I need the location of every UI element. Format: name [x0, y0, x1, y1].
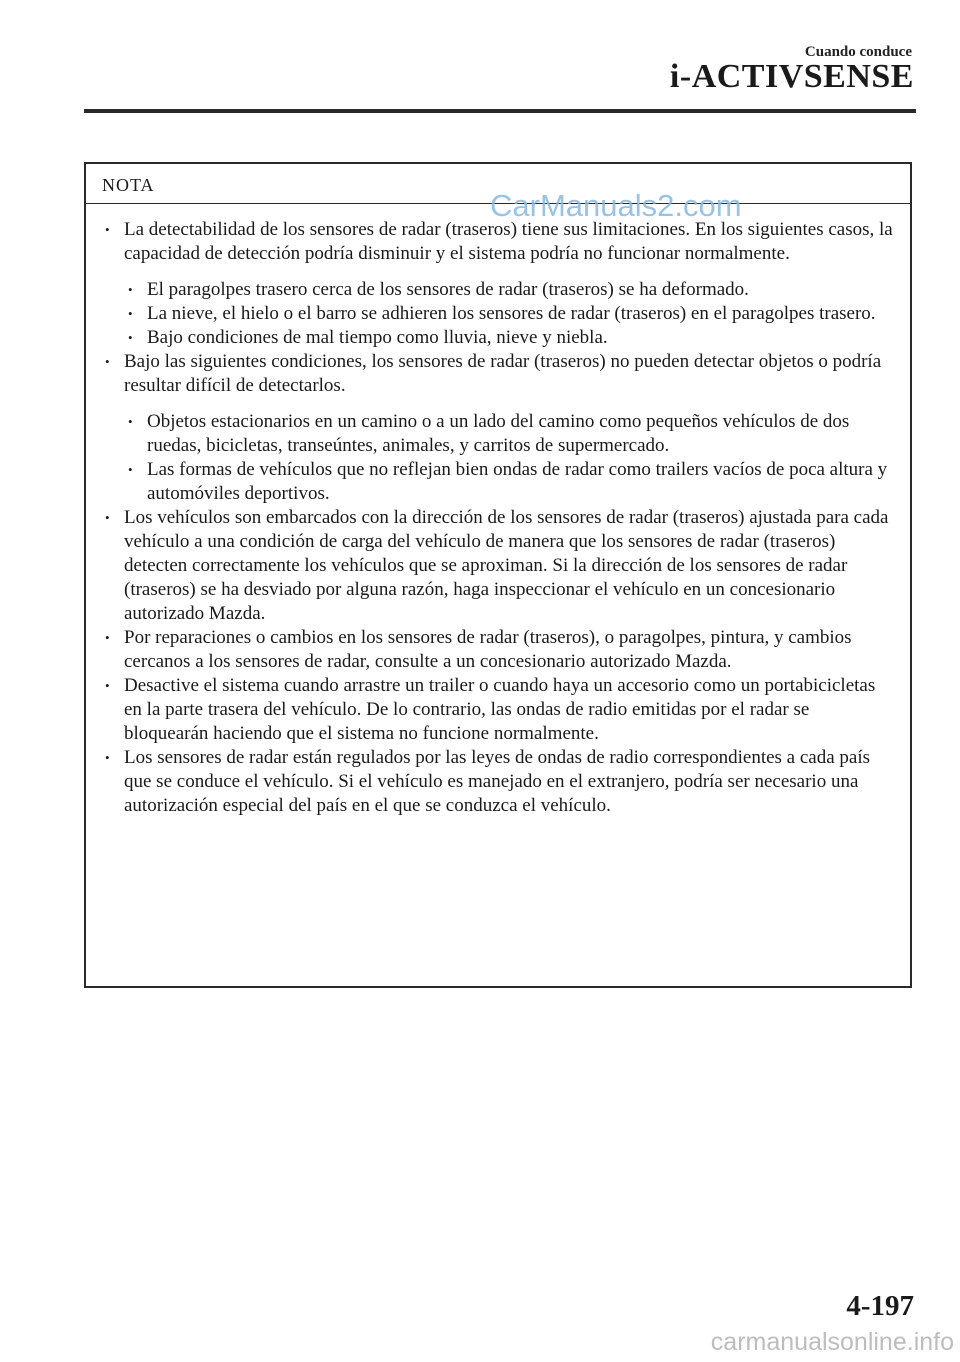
bullet-icon: • — [105, 630, 110, 645]
list-item — [102, 674, 896, 746]
list-item-text: Desactive el sistema cuando arrastre un trailer o cuando haya un accesorio como un portabicicletas en la parte trasera del vehículo. De lo contrario, las ondas de radio emitidas por el radar se bloquearán haciendo que el sistema no funcione normalmente. — [124, 675, 876, 744]
list-item-text: El paragolpes trasero cerca de los sensores de radar (traseros) se ha deformado. — [147, 279, 749, 300]
bullet-icon: • — [128, 282, 133, 297]
bullet-icon: • — [128, 306, 133, 321]
list-item-text: Por reparaciones o cambios en los sensores de radar (traseros), o paragolpes, pintura, y cambios cercanos a los sensores de radar, consulte a un concesionario autorizado Mazda. — [124, 627, 852, 672]
page-number: 4-197 — [846, 1290, 914, 1322]
bullet-icon: • — [128, 414, 133, 429]
bullet-icon: • — [105, 678, 110, 693]
list-item — [102, 218, 896, 266]
bullet-icon: • — [105, 510, 110, 525]
header-section-label: Cuando conduce — [804, 44, 912, 60]
list-item — [102, 302, 896, 326]
list-item — [102, 626, 896, 674]
watermark-bottom: carmanualsonline.info — [710, 1328, 954, 1356]
list-item-text: Bajo condiciones de mal tiempo como lluvia, nieve y niebla. — [147, 327, 608, 348]
list-item — [102, 506, 896, 626]
note-body — [86, 204, 910, 818]
list-item — [102, 326, 896, 350]
header-rule — [84, 109, 916, 113]
watermark-top: CarManuals2.com — [490, 188, 742, 223]
note-box — [84, 162, 912, 988]
list-item-text: La detectabilidad de los sensores de radar (traseros) tiene sus limitaciones. En los siguientes casos, la capacidad de detección podría disminuir y el sistema podría no funcionar normalmente. — [124, 219, 893, 264]
list-item — [102, 410, 896, 458]
list-item-text: Las formas de vehículos que no reflejan bien ondas de radar como trailers vacíos de poca altura y automóviles deportivos. — [147, 459, 888, 504]
list-item-text: Bajo las siguientes condiciones, los sensores de radar (traseros) no pueden detectar objetos o podría resultar difícil de detectarlos. — [124, 351, 882, 396]
bullet-icon: • — [105, 354, 110, 369]
bullet-icon: • — [128, 330, 133, 345]
list-item — [102, 458, 896, 506]
bullet-icon: • — [128, 462, 133, 477]
list-item-text: Los vehículos son embarcados con la dirección de los sensores de radar (traseros) ajustada para cada vehículo a una condición de carga del vehículo de manera que los sensores de radar (traseros) detecten correctamente los vehículos que se aproximan. Si la dirección de los sensores de radar (traseros) se ha desviado por alguna razón, haga inspeccionar el vehículo en un concesionario autorizado Mazda. — [124, 507, 889, 624]
bullet-icon: • — [105, 750, 110, 765]
bullet-icon: • — [105, 222, 110, 237]
header-title: i-ACTIVSENSE — [669, 58, 914, 95]
list-item — [102, 746, 896, 818]
note-heading: NOTA — [86, 164, 910, 204]
list-item — [102, 278, 896, 302]
list-item-text: La nieve, el hielo o el barro se adhieren los sensores de radar (traseros) en el paragolpes trasero. — [147, 303, 876, 324]
list-item — [102, 350, 896, 398]
list-item-text: Los sensores de radar están regulados por las leyes de ondas de radio correspondientes a cada país que se conduce el vehículo. Si el vehículo es manejado en el extranjero, podría ser necesario una autorización especial del país en el que se conduzca el vehículo. — [124, 747, 871, 816]
list-item-text: Objetos estacionarios en un camino o a un lado del camino como pequeños vehículos de dos ruedas, bicicletas, transeúntes, animales, y carritos de supermercado. — [147, 411, 850, 456]
